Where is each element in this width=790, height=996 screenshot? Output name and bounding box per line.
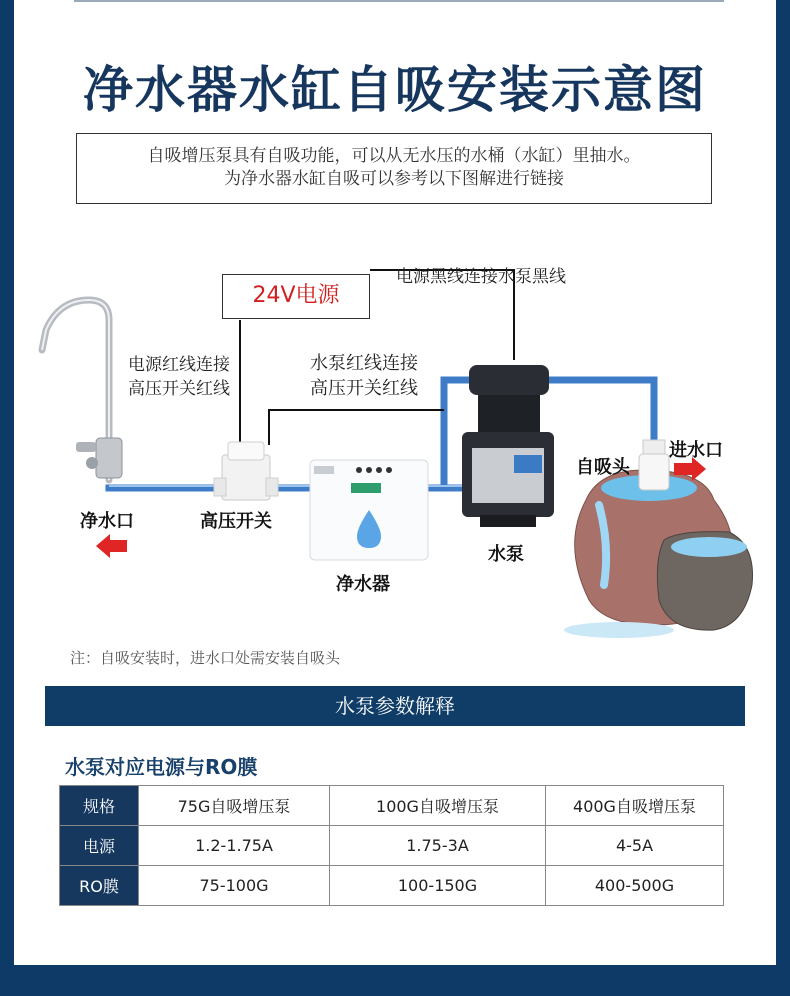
self-priming-head-label: 自吸头 (576, 457, 630, 478)
table-row (60, 826, 724, 866)
pump-red-wire-line-2: 高压开关红线 (310, 378, 418, 399)
table-cell: 电源 (60, 826, 139, 866)
page-title: 净水器水缸自吸安装示意图 (83, 61, 707, 119)
red-wire-note-line-1: 电源红线连接 (128, 355, 230, 375)
black-wire-note: 电源黑线连接水泵黑线 (396, 267, 566, 287)
table-title: 水泵对应电源与RO膜 (65, 755, 258, 779)
page (14, 0, 776, 965)
table-header-row (60, 786, 724, 826)
power-supply-box: 24V电源 (222, 274, 370, 319)
installation-diagram (14, 0, 776, 660)
faucet-icon (42, 300, 122, 480)
pump-label: 水泵 (488, 544, 524, 565)
table-cell: 75G自吸增压泵 (139, 786, 330, 826)
high-pressure-switch-icon (214, 442, 278, 500)
table-cell: 400G自吸增压泵 (546, 786, 724, 826)
installation-note: 注：自吸安装时，进水口处需安装自吸头 (70, 649, 341, 667)
intro-line-1: 自吸增压泵具有自吸功能，可以从无水压的水桶（水缸）里抽水。 (147, 146, 641, 166)
pump-spec-table (59, 785, 724, 906)
table-row (60, 866, 724, 906)
table-cell: RO膜 (60, 866, 139, 906)
water-purifier-icon (310, 460, 428, 560)
self-priming-head-icon (639, 440, 669, 490)
table-cell: 规格 (60, 786, 139, 826)
pump-red-wire-line-1: 水泵红线连接 (310, 353, 418, 374)
inlet-label: 进水口 (669, 440, 723, 461)
section-title-bar: 水泵参数解释 (45, 686, 745, 726)
table-cell: 400-500G (546, 866, 724, 906)
red-wire-note-line-2: 高压开关红线 (128, 379, 230, 399)
table-cell: 100-150G (330, 866, 546, 906)
pump-icon (462, 365, 554, 527)
outlet-label: 净水口 (80, 511, 134, 532)
table-cell: 75-100G (139, 866, 330, 906)
intro-line-2: 为净水器水缸自吸可以参考以下图解进行链接 (224, 169, 564, 189)
table-cell: 1.2-1.75A (139, 826, 330, 866)
high-pressure-switch-label: 高压开关 (200, 511, 272, 532)
table-cell: 4-5A (546, 826, 724, 866)
purifier-label: 净水器 (336, 574, 390, 595)
outlet-arrow-icon (96, 534, 127, 558)
water-jar-icon (564, 470, 753, 638)
table-cell: 1.75-3A (330, 826, 546, 866)
table-cell: 100G自吸增压泵 (330, 786, 546, 826)
